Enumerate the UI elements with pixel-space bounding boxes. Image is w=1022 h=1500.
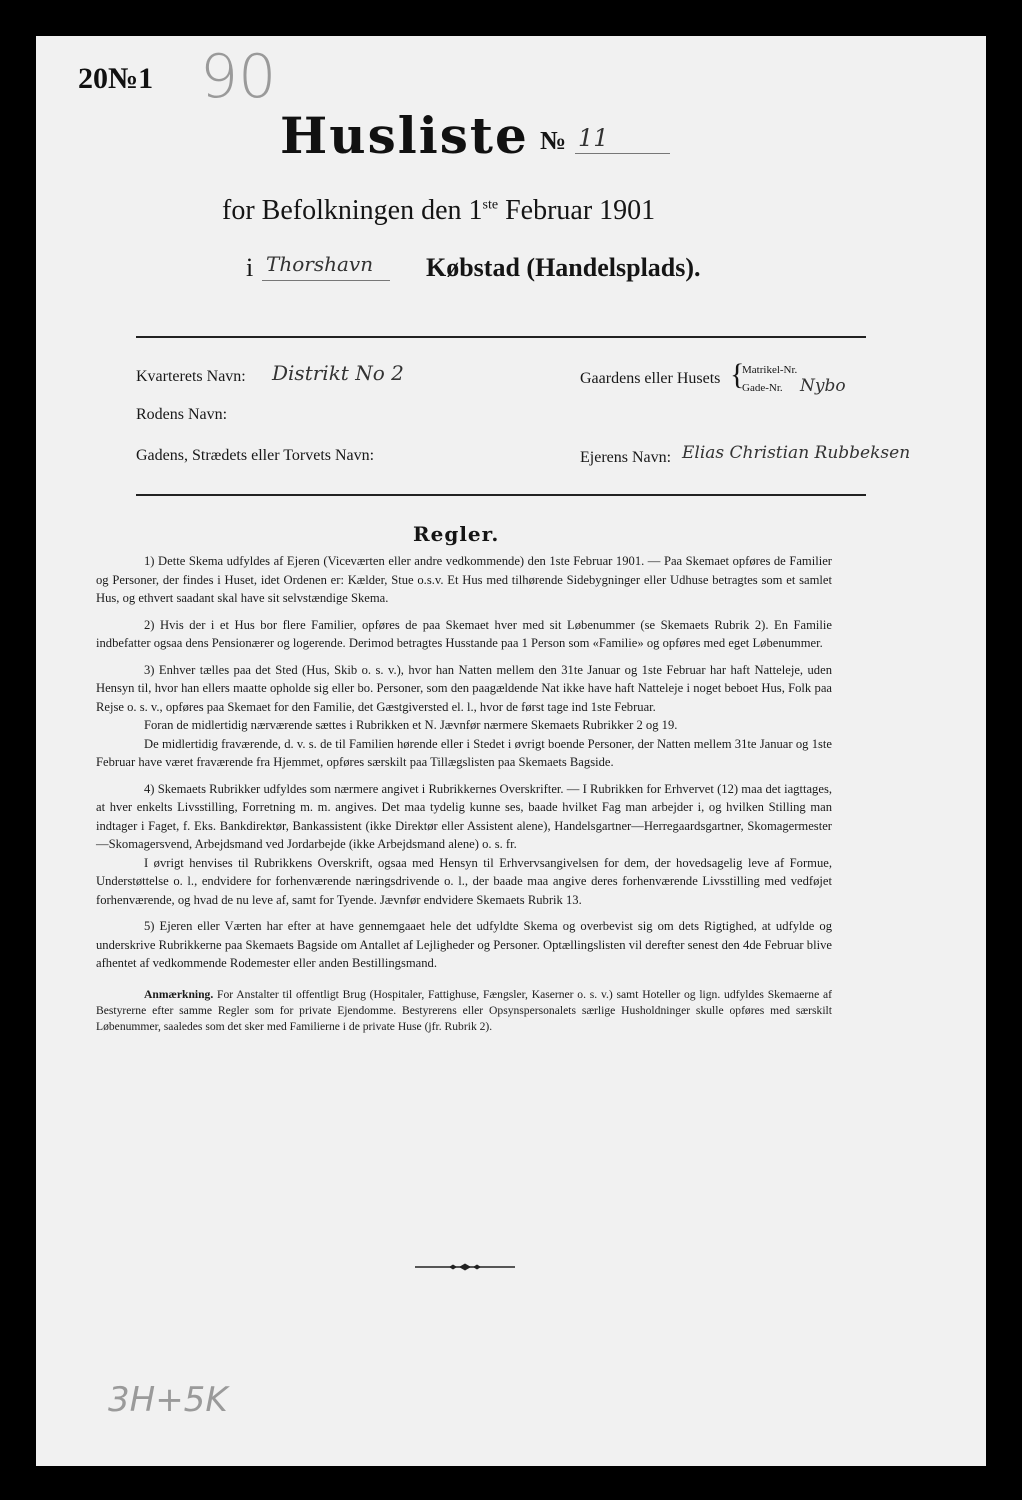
subtitle-suffix: Februar 1901 bbox=[498, 195, 656, 226]
rule-3b: Foran de midlertidig nærværende sættes i Rubrikken et N. Jævnfør nærmere Skemaets Rubrikker 2 og 19. bbox=[144, 718, 678, 732]
location-prefix: i bbox=[246, 253, 254, 282]
location-line bbox=[262, 280, 390, 281]
location-kind: Købstad (Handelsplads). bbox=[426, 253, 701, 282]
ejer-label: Ejerens Navn: bbox=[580, 449, 672, 466]
note-paragraph bbox=[96, 987, 832, 1035]
rule-5: 5) Ejeren eller Værten har efter at have gennemgaaet hele det udfyldte Skema og overbevist sig om dets Rigtighed, at udfylde og underskrive Rubrikkerne paa Skemaets Bagside om Antallet af Lejligheder og Personer. Optællingslisten vil derefter senest den 4de Februar blive afhentet af vedkommende Rodemester eller anden Bestillingsmand. bbox=[96, 919, 832, 970]
ornament-divider bbox=[415, 1262, 515, 1272]
ejer-value: Elias Christian Rubbeksen bbox=[682, 443, 911, 463]
pencil-number: 90 bbox=[200, 42, 277, 112]
gadenr-label: Gade-Nr. bbox=[742, 382, 783, 394]
subtitle-prefix: for Befolkningen den 1 bbox=[222, 195, 483, 226]
gadenr-value: Nybo bbox=[800, 376, 846, 396]
rules-body bbox=[96, 552, 832, 1043]
field-brace: { bbox=[730, 358, 745, 391]
archive-stamp: 20№1 bbox=[78, 62, 154, 95]
note-heading: Anmærkning. bbox=[144, 987, 214, 1001]
kvarter-label: Kvarterets Navn: bbox=[136, 368, 246, 385]
rule-1: 1) Dette Skema udfyldes af Ejeren (Viceværten eller andre vedkommende) den 1ste Februar 1901. — Paa Skemaet opføres de Familier og Personer, der findes i Huset, idet Ordenen er: Kælder, Stue o.s.v. Et Hus med tilhørende Sidebygninger eller Udhuse betragtes som et samlet Hus, og ethvert saadant skal have sit selvstændige Skema. bbox=[96, 554, 832, 605]
rule-4: 4) Skemaets Rubrikker udfyldes som nærmere angivet i Rubrikkernes Overskrifter. — I Rubrikken for Erhvervet (12) maa det iagttages, at hver enkelts Livsstilling, Forretning m. m. angives. Det maa tydelig kunne ses, baade hvilket Fag man arbejder i, og hvilken Stilling man indtager i Faget, f. Eks. Bankdirektør, Bankassistent (ikke Direktør eller Assistent alene), Handelsgartner—Herregaardsgartner, Skomagermester—Skomagersvend, Arbejdsmand ved Jordarbejde (ikke Arbejdsmand alene) o. s. fr. bbox=[96, 781, 832, 851]
note-text: For Anstalter til offentligt Brug (Hospitaler, Fattighuse, Fængsler, Kaserner o. s. v.) samt Hoteller og lign. udfyldes Skemaerne af Bestyrerne efter samme Regler som for private Ejendomme. Bestyrerens eller Opsynspersonalets særlige Husholdninger skulle opføres med særskilt Løbenummer, saaledes som det sker med Familierne i de private Huse (jfr. Rubrik 2). bbox=[96, 987, 832, 1033]
rule-4b: I øvrigt henvises til Rubrikkens Overskrift, ogsaa med Hensyn til Erhvervsangivelsen for dem, der hovedsagelig leve af Formue, Understøttelse o. l., endvidere for forhenværende næringsdrivende o. l., der baade maa angive deres forhenværende Livsstilling med vedføjet forhenværende, og hvad de nu leve af, samt for Tyende. Jævnfør endvidere Skemaets Rubrik 13. bbox=[96, 855, 832, 907]
title-number-line bbox=[575, 153, 670, 154]
form-subtitle bbox=[222, 195, 655, 227]
rules-heading: Regler. bbox=[413, 522, 500, 546]
gade-label: Gadens, Strædets eller Torvets Navn: bbox=[136, 447, 375, 464]
title-number-handwritten: 11 bbox=[578, 124, 609, 152]
top-rule bbox=[136, 336, 866, 338]
rule-2: 2) Hvis der i et Hus bor flere Familier, opføres de paa Skemaet hver med sit Løbenummer (se Skemaets Rubrik 2). En Familie indbefatter ogsaa dens Pensionærer og logerende. Derimod betragtes Husstande paa 1 Person som «Familie» og opføres med eget Løbenummer. bbox=[96, 617, 832, 650]
form-title: Husliste bbox=[280, 106, 529, 165]
pencil-footer-note: 3H+5K bbox=[108, 1380, 228, 1420]
middle-rule bbox=[136, 494, 866, 496]
rule-3: 3) Enhver tælles paa det Sted (Hus, Skib o. s. v.), hvor han Natten mellem den 31te Januar og 1ste Februar har haft Natteleje, uden Hensyn til, hvor han ellers maatte opholde sig eller bo. Personer, som den paagældende Nat ikke have haft Natteleje i noget beboet Hus, Folk paa Rejse o. s. v., opføres paa Skemaet for den Familie, det Gæstgiversted el. l., hvor de først tage ind 1ste Februar. bbox=[96, 662, 832, 714]
title-number-label: № bbox=[540, 126, 567, 155]
subtitle-sup: ste bbox=[482, 197, 499, 213]
gaard-label: Gaardens eller Husets bbox=[580, 370, 721, 387]
rode-label: Rodens Navn: bbox=[136, 406, 228, 423]
location-handwritten: Thorshavn bbox=[266, 252, 374, 276]
rule-3c: De midlertidig fraværende, d. v. s. de til Familien hørende eller i Stedet i øvrigt boende Personer, der Natten mellem 31te Januar og 1ste Februar have været fraværende fra Hjemmet, opføres særskilt paa Tillægslisten paa Skemaets Bagside. bbox=[96, 736, 832, 769]
kvarter-value: Distrikt No 2 bbox=[272, 361, 404, 385]
matrikel-label: Matrikel-Nr. bbox=[742, 364, 798, 376]
